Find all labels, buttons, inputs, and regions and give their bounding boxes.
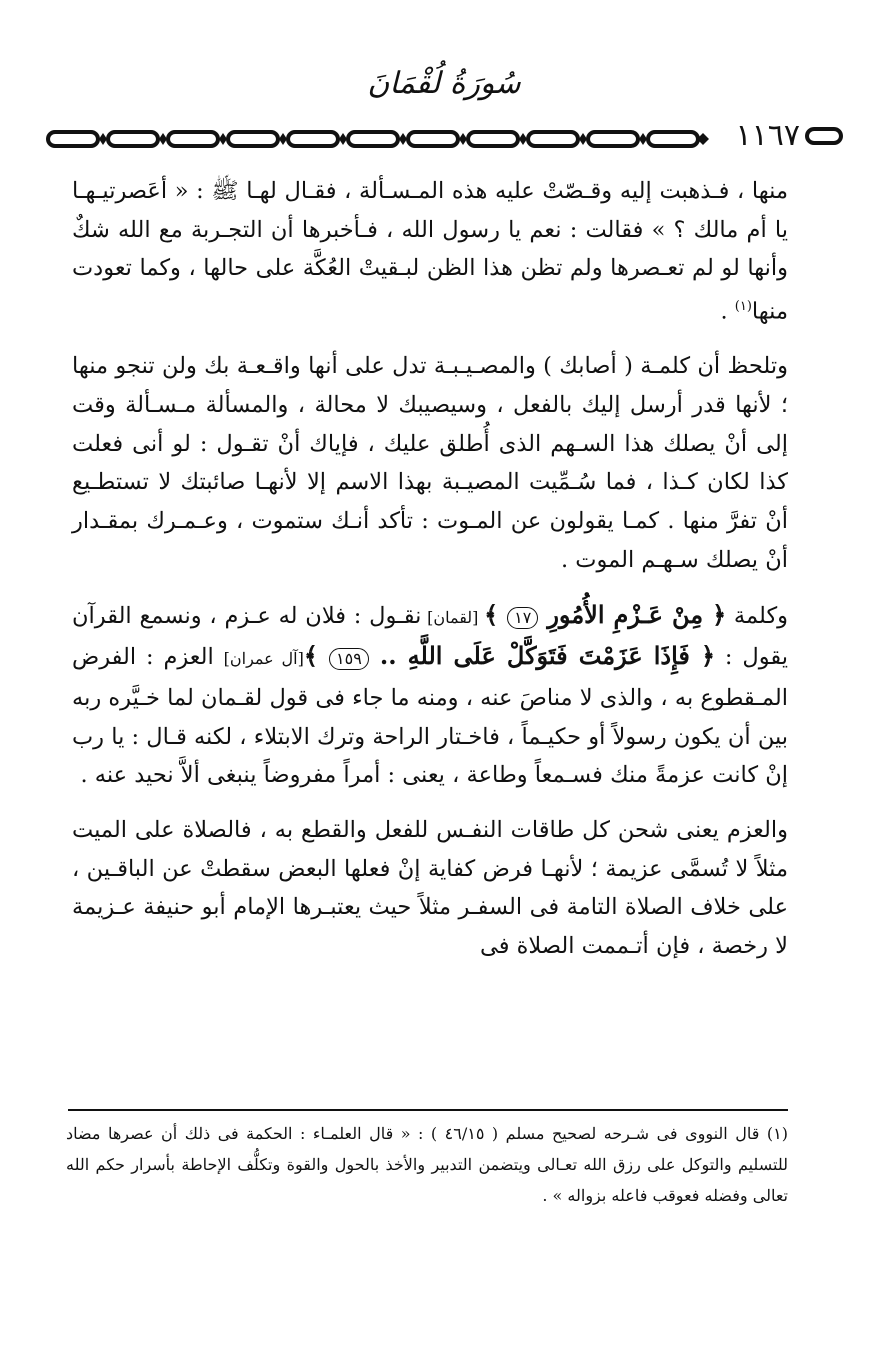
footnotes [66,1118,788,1211]
paragraph-4 [72,811,788,966]
verse-number: ١٧ [507,607,538,629]
footnote-1: (١) قال النووى فى شـرحه لصحيح مسلم ( ٤٦/١٥ ) : « قال العلمـاء : الحكمة فى ذلك أن عصرها مضاد للتسليم والتوكل على رزق الله تعـالى ويتضمن التدبير والأخذ بالحول والقوة وتكلُّف الإحاطة بأسرار حكم الله تعالى وفضله فعوقب فاعله بزواله » . [66,1124,788,1205]
surah-reference: [آل عمران] [223,649,304,669]
paragraph-text: العزم : الفرض المـقطوع به ، والذى لا مناصَ عنه ، ومنه ما جاء فى قول لقـمان لما خـيَّره ربه بين أن يكون رسولاً أو حكيـماً ، فاخـتار الراحة وترك الابتلاء ، لكنه قـال : يا رب إنْ كانت عزمةً منك فسـمعاً وطاعة ، يعنى : أمراً مفروضاً ينبغى ألاَّ نحيد عنه . [72,644,788,789]
page-number-ornament [804,125,844,147]
quran-bracket: ﴾ [484,599,508,629]
quran-quote: ﴿ مِنْ عَـزْمِ الأُمُورِ [538,599,727,629]
paragraph-2 [72,347,788,579]
paragraph-text: منها ، فـذهبت إليه وقـصّتْ عليه هذه المـسـألة ، فقـال لهـا ﷺ : « أعَصرتيـهـا يا أم مالك ؟ » فقالت : نعم يا رسول الله ، فـأخبرها أن التجـربة مع الله شكٌ وأنها لو لم تعـصرها ولم تظن هذا الظن لبـقيتْ العُكَّة على حالها ، وكما تعودت منها [72,178,788,325]
page-number: ١١٦٧ [735,118,800,153]
main-text [72,172,788,966]
surah-title: سُورَةُ لُقْمَانَ [367,66,521,101]
paragraph-3 [72,596,788,796]
quran-quote: ﴿ فَإِذَا عَزَمْتَ فَتَوَكَّلْ عَلَى اللَّهِ .. [368,641,716,671]
paragraph-text: . [720,298,735,325]
paragraph-text: والعزم يعنى شحن كل طاقات النفـس للفعل والقطع به ، فالصلاة على الميت مثلاً لا تُسمَّى عزيمة ؛ لأنهـا فرض كفاية إنْ فعلها البعض سقطتْ عن الباقـين ، على خلاف الصلاة التامة فى السفـر مثلاً حيث يعتبـرها الإمام أبو حنيفة عـزيمة لا رخصة ، فإن أتـممت الصلاة فى [72,817,788,960]
paragraph-text: وتلحظ أن كلمـة ( أصابك ) والمصـيـبـة تدل على أنها واقـعـة بك ولن تنجو منها ؛ لأنها قدر أرسل إليك بالفعل ، وسيصيبك لا محالة ، والمسألة مـسـألة وقت إلى أنْ يصلك هذا السـهم الذى أُطلق عليك ، فإياك أنْ تقـول : لو أنى فعلت كذا لكان كـذا ، فما سُـمِّيت المصيـبة بهذا الاسم إلا لأنهـا صائبتك لا تستطـيع أنْ تفرَّ منها . كمـا يقولون عن المـوت : تأكد أنـك ستموت ، وعـمـرك بمقـدار أنْ يصلك سـهـم الموت . [72,353,788,573]
ornamental-border [45,128,713,150]
paragraph-text: نقـول : فلان له عـزم ، ونسمع القرآن يقول : [72,602,789,671]
verse-number: ١٥٩ [329,648,369,670]
paragraph-1 [72,172,788,331]
quran-bracket: ﴾ [303,641,329,671]
footnote-ref: (١) [734,299,752,315]
page-number-box [722,118,844,154]
surah-reference: [لقمان] [421,607,485,627]
paragraph-text: وكلمة [726,602,789,629]
footnote-divider [68,1109,788,1111]
